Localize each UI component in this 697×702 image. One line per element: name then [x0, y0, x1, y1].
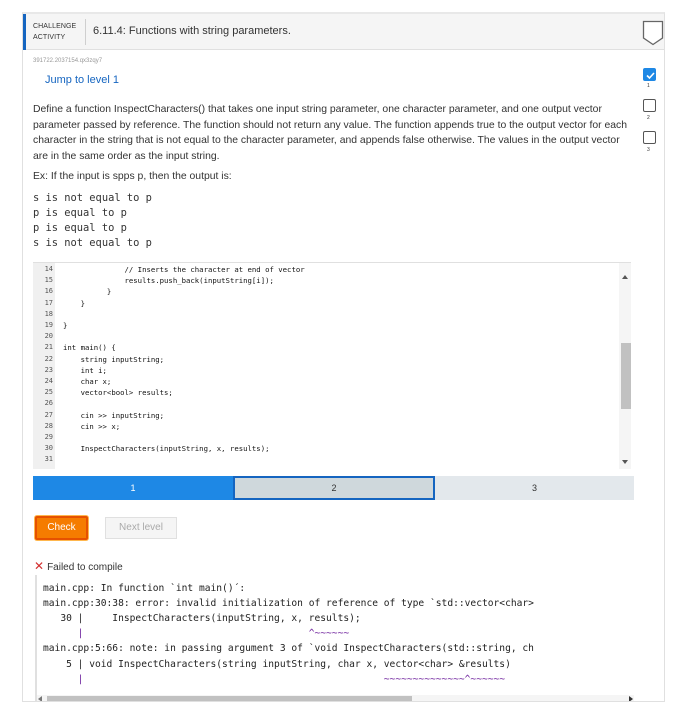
code-line[interactable]	[33, 354, 623, 365]
line-number: 31	[44, 455, 53, 464]
console-horizontal-scrollbar[interactable]	[37, 695, 634, 701]
line-number: 16	[44, 287, 53, 296]
code-text[interactable]: vector<bool> results;	[63, 388, 173, 398]
line-number: 20	[44, 332, 53, 341]
code-text[interactable]: InspectCharacters(inputString, x, results);	[63, 444, 270, 454]
code-line[interactable]	[33, 275, 623, 286]
code-line[interactable]	[33, 443, 623, 454]
level-3-segment[interactable]: 3	[435, 476, 634, 500]
line-number: 27	[44, 410, 53, 419]
code-line[interactable]	[33, 387, 623, 398]
editor-vertical-scrollbar[interactable]	[619, 263, 631, 469]
console-line: | ^~~~~~~	[43, 628, 350, 640]
code-line[interactable]	[33, 342, 623, 353]
line-number: 14	[44, 265, 53, 273]
example-output	[33, 191, 152, 251]
line-number: 24	[44, 377, 53, 385]
example-line: p is equal to p	[33, 207, 127, 219]
code-text[interactable]: }	[63, 321, 68, 330]
level-1-checkbox[interactable]	[643, 68, 656, 81]
header-accent-bar	[23, 14, 26, 50]
line-number: 19	[44, 321, 53, 329]
result-status-text: Failed to compile	[47, 562, 123, 573]
line-number: 22	[44, 354, 53, 363]
level-1-segment[interactable]: 1	[33, 476, 233, 500]
line-number: 17	[44, 298, 53, 307]
console-line: main.cpp: In function `int main()´:	[43, 583, 246, 594]
line-number: 30	[44, 444, 53, 453]
code-line[interactable]	[33, 320, 623, 331]
line-number: 25	[44, 388, 53, 397]
level-2-checkbox[interactable]	[643, 99, 656, 112]
checkmark-icon	[645, 70, 656, 81]
line-number: 26	[44, 399, 53, 408]
jump-to-level-link[interactable]: Jump to level 1	[45, 74, 119, 86]
code-line[interactable]	[33, 298, 623, 309]
example-line: p is equal to p	[33, 222, 127, 234]
code-line[interactable]	[33, 286, 623, 297]
line-number: 21	[44, 343, 53, 352]
level-3-checkbox[interactable]	[643, 131, 656, 144]
code-text[interactable]: char x;	[63, 377, 112, 386]
level-progress-bar	[33, 476, 634, 500]
level-1-number: 1	[647, 83, 650, 89]
activity-type-line2: ACTIVITY	[33, 34, 66, 41]
next-level-button[interactable]: Next level	[105, 517, 177, 539]
code-line[interactable]	[33, 432, 623, 443]
code-text[interactable]: cin >> x;	[63, 421, 121, 431]
code-text[interactable]: cin >> inputString;	[63, 410, 165, 420]
scroll-down-icon[interactable]	[622, 460, 628, 464]
challenge-card	[22, 12, 665, 702]
activity-seed: 391722.2037154.qx3zqy7	[33, 58, 103, 64]
console-line: main.cpp:30:38: error: invalid initialization of reference of type `std::vector<char>	[43, 598, 534, 610]
line-number: 29	[44, 433, 53, 441]
scroll-left-icon[interactable]	[38, 696, 42, 701]
level-2-number: 2	[647, 115, 650, 121]
code-line[interactable]	[33, 454, 623, 465]
console-line: 30 | InspectCharacters(inputString, x, results);	[43, 613, 361, 625]
code-line[interactable]	[33, 376, 623, 387]
problem-description: Define a function InspectCharacters() that takes one input string parameter, one character parameter, and one output vector parameter passed by reference. The function should not return any value. The function appends true to the output vector for each character in the string that is not equal to the character parameter, and appends false otherwise. The values in the output vector are in the same order as the input string.	[33, 104, 627, 162]
console-line: main.cpp:5:66: note: in passing argument 3 of `void InspectCharacters(std::string, ch	[43, 643, 534, 655]
code-line[interactable]	[33, 264, 623, 275]
example-line: s is not equal to p	[33, 192, 152, 204]
line-number: 23	[44, 365, 53, 374]
scrollbar-thumb[interactable]	[621, 343, 631, 409]
code-text[interactable]: results.push_back(inputString[i]);	[63, 276, 274, 286]
example-line: s is not equal to p	[33, 237, 152, 249]
compiler-output	[35, 575, 634, 701]
example-intro: Ex: If the input is spps p, then the output is:	[33, 171, 232, 182]
activity-type-label	[33, 21, 83, 43]
scroll-up-icon[interactable]	[622, 275, 628, 279]
code-line[interactable]	[33, 398, 623, 409]
activity-title: 6.11.4: Functions with string parameters.	[93, 25, 291, 37]
error-x-icon: ✕	[34, 559, 45, 573]
scrollbar-thumb[interactable]	[47, 696, 412, 701]
console-line: 5 | void InspectCharacters(string inputString, char x, vector<char> &results)	[43, 658, 511, 670]
scroll-right-icon[interactable]	[629, 696, 633, 701]
code-editor[interactable]	[33, 262, 631, 469]
code-line[interactable]	[33, 331, 623, 342]
line-number: 18	[44, 309, 53, 318]
header-divider	[85, 19, 86, 45]
check-button[interactable]: Check	[35, 516, 88, 540]
line-number: 15	[44, 276, 53, 285]
code-text[interactable]: }	[63, 287, 112, 297]
code-line[interactable]	[33, 365, 623, 376]
code-text[interactable]: string inputString;	[63, 354, 165, 364]
completion-badge-icon	[642, 20, 664, 46]
line-number: 28	[44, 421, 53, 430]
code-text[interactable]: int main() {	[63, 343, 116, 353]
level-3-number: 3	[647, 147, 650, 153]
activity-type-line1: CHALLENGE	[33, 23, 77, 30]
code-text[interactable]: int i;	[63, 365, 107, 375]
code-text[interactable]: }	[63, 298, 85, 308]
code-text[interactable]: // Inserts the character at end of vector	[63, 265, 305, 274]
code-line[interactable]	[33, 410, 623, 421]
result-status	[34, 559, 123, 573]
code-line[interactable]	[33, 421, 623, 432]
console-line: | ~~~~~~~~~~~~~~^~~~~~~	[43, 673, 506, 685]
level-2-segment[interactable]: 2	[233, 476, 435, 500]
code-line[interactable]	[33, 309, 623, 320]
activity-header	[23, 14, 664, 50]
